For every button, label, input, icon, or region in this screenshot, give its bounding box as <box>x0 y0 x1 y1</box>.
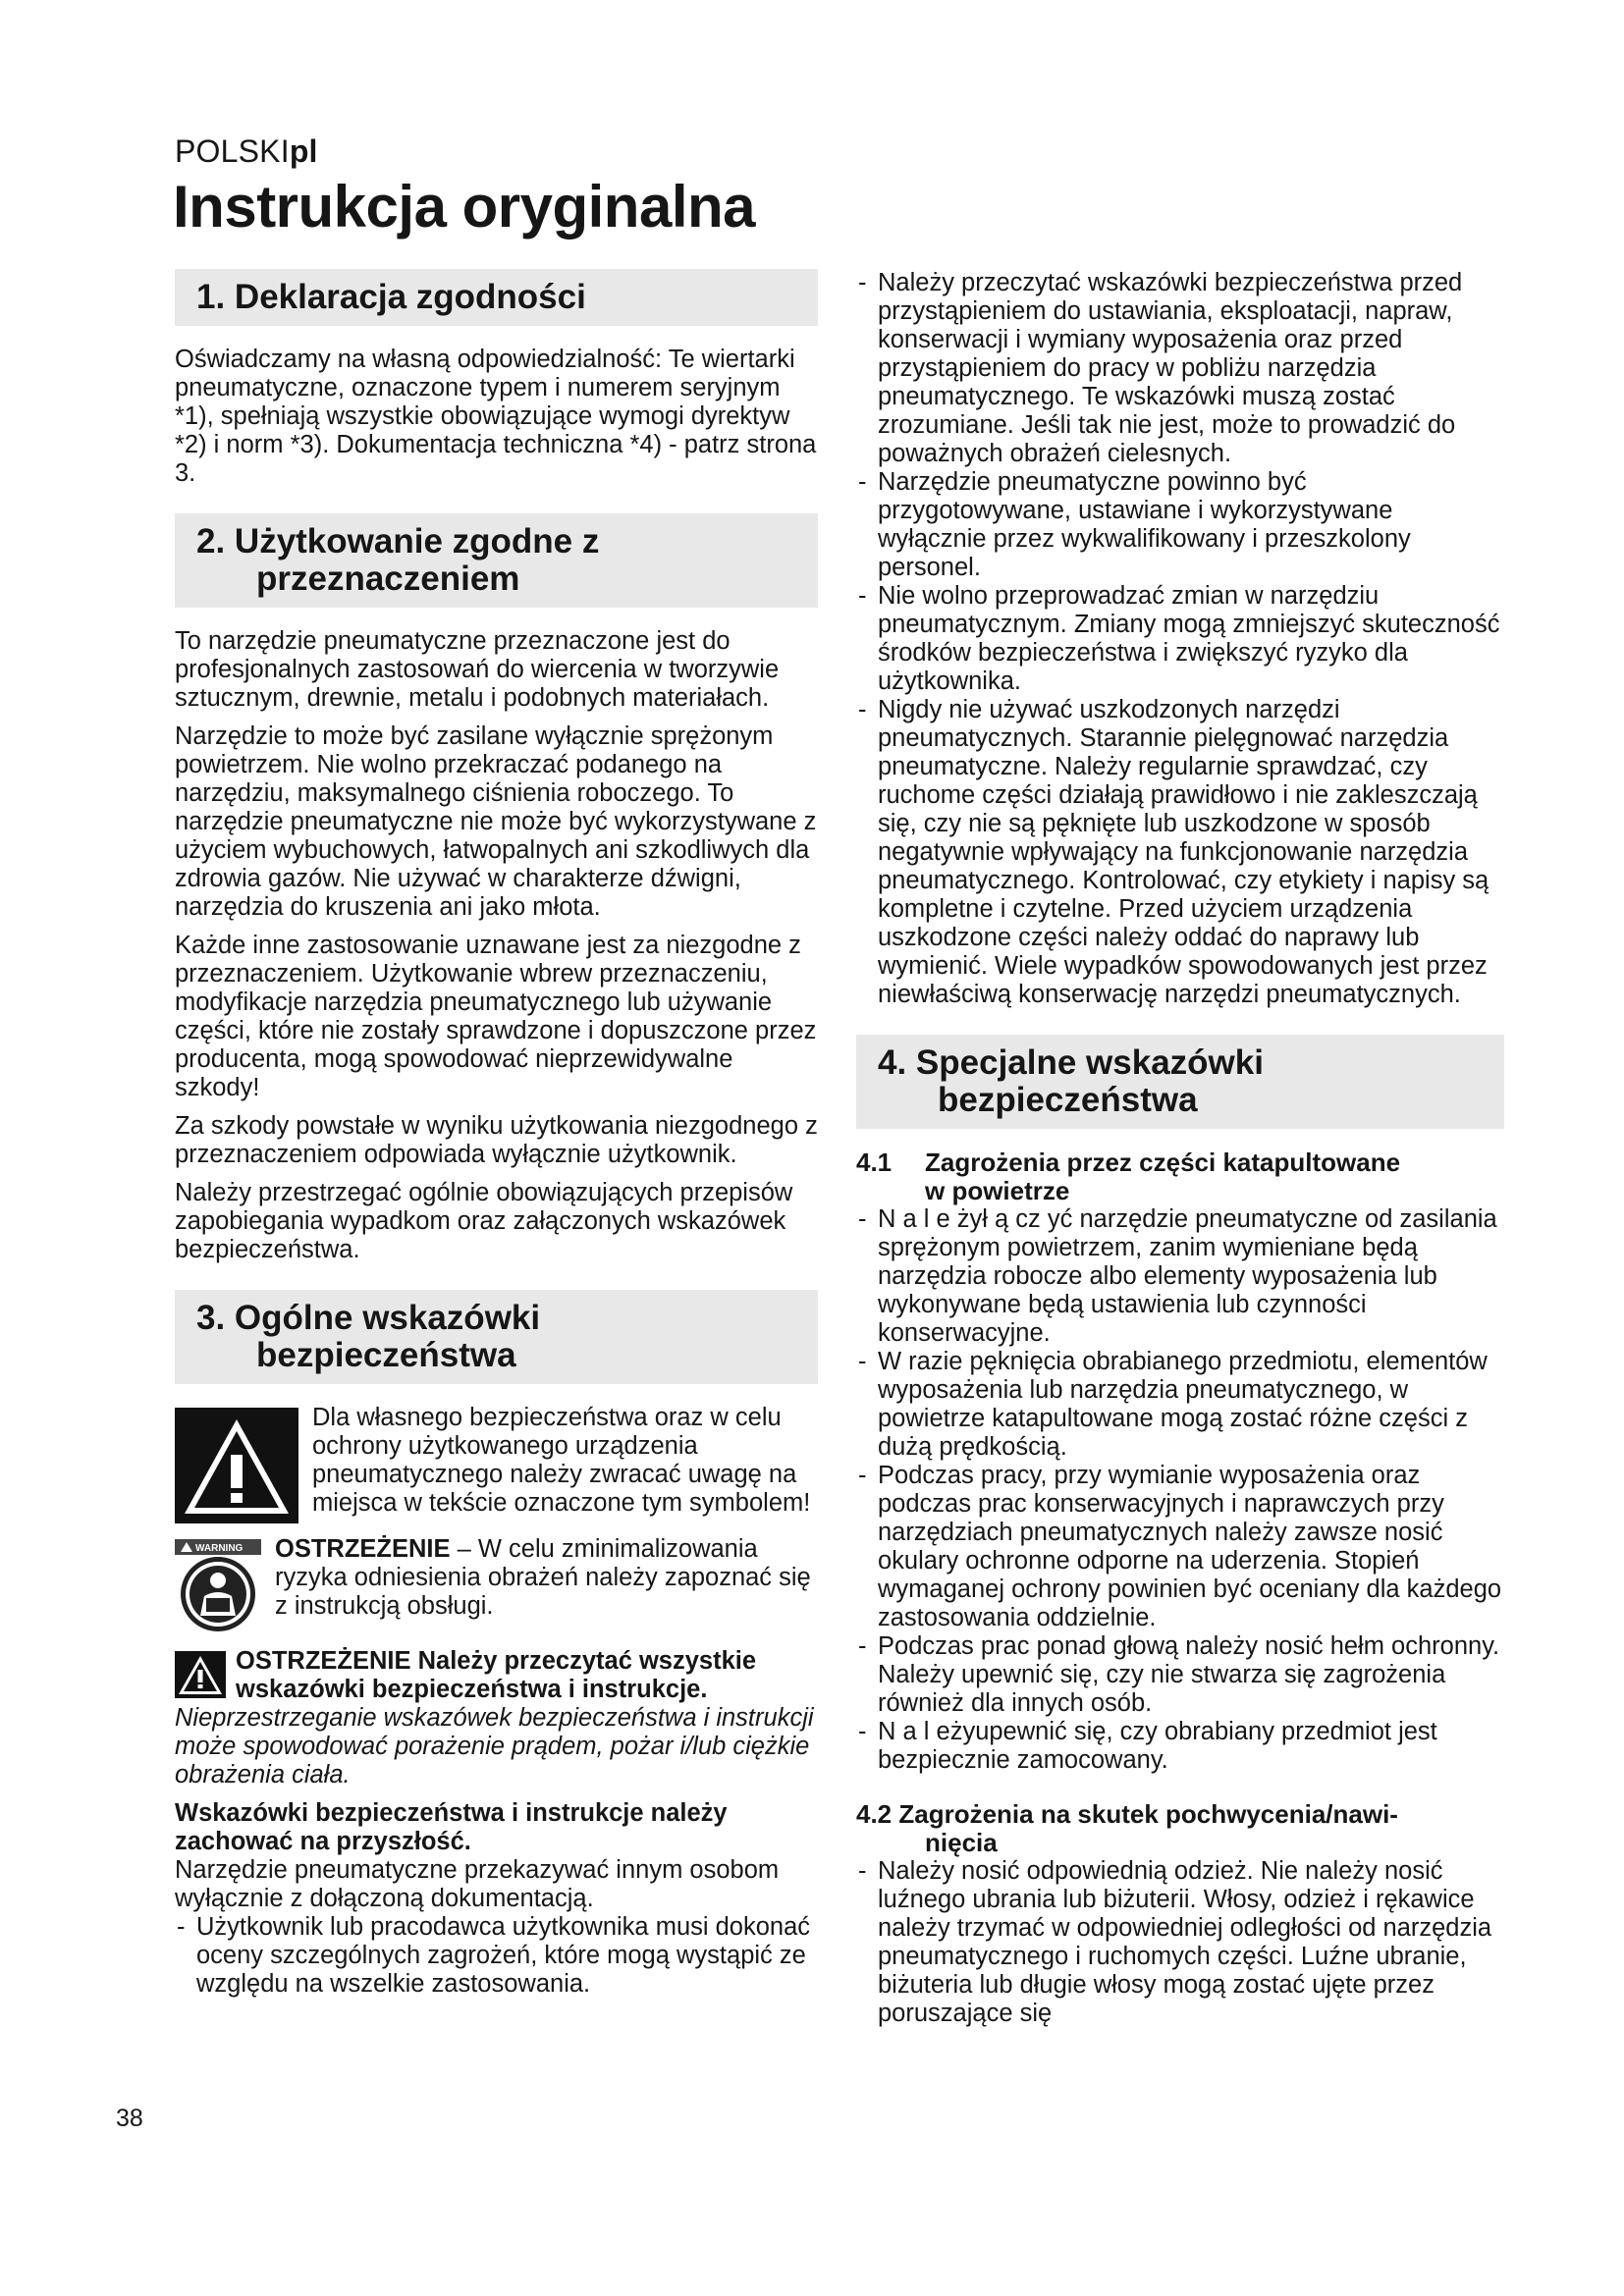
list-item: - Należy przeczytać wskazówki bezpieczeństwa przed przystąpieniem do ustawiania, eksploatacji, napraw, konserwacji i wymiany wyposażenia oraz przed przystąpieniem do pracy w pobliżu narzędzia pneumatycznego. Te wskazówki muszą zostać zrozumiane. Jeśli tak nie jest, może to prowadzić do poważnych obrażeń cielesnych. <box>856 269 1504 468</box>
list-item: - W razie pęknięcia obrabianego przedmiotu, elementów wyposażenia lub narzędzia pneumatycznego, w powietrze katapultowane mogą zostać różne części z dużą prędkością. <box>856 1348 1504 1462</box>
list-item: - N a l e żył ą cz yć narzędzie pneumatyczne od zasilania sprężonym powietrzem, zanim wymieniane będą narzędzia robocze albo elementy wyposażenia lub wykonywane będą ustawienia lub czynności konserwacyjne. <box>856 1205 1504 1348</box>
keep-instructions-note: Wskazówki bezpieczeństwa i instrukcje należy zachować na przyszłość. <box>175 1799 728 1855</box>
warning-read-manual: WARNING OSTRZEŻENIE – W celu zminimalizowania ryzyka odniesienia obrażeń należy zapoznać się z instrukcją obsługi. <box>175 1535 818 1637</box>
section-3-list-left <box>175 1913 818 1999</box>
section-1-paragraph: Oświadczamy na własną odpowiedzialność: Te wiertarki pneumatyczne, oznaczone typem i numerem seryjnym *1), spełniają wszystkie obowiązujące wymogi dyrektyw *2) i norm *3). Dokumentacja techniczna *4) - patrz strona 3. <box>175 346 817 487</box>
list-item: - Nigdy nie używać uszkodzonych narzędzi pneumatycznych. Starannie pielęgnować narzędzia pneumatyczne. Należy regularnie sprawdzać, czy ruchome części działają prawidłowo i nie zakleszczają się, czy nie są pęknięte lub uszkodzone w sposób negatywnie wpływający na funkcjonowanie narzędzia pneumatycznego. Kontrolować, czy etykiety i napisy są kompletne i czytelne. Przed użyciem urządzenia uszkodzone części należy oddać do naprawy lub wymienić. Wiele wypadków spowodowanych jest przez niewłaściwą konserwację narzędzi pneumatycznych. <box>856 696 1504 1009</box>
list-item: - Narzędzie pneumatyczne powinno być przygotowywane, ustawiane i wykorzystywane wyłącznie przez wykwalifikowany i przeszkolony personel. <box>856 468 1504 582</box>
left-column <box>175 269 818 1999</box>
read-manual-warning-icon <box>175 1539 261 1635</box>
subsection-4-1-heading: 4.1 Zagrożenia przez części katapultowane w powietrze <box>856 1148 1401 1205</box>
right-column <box>856 269 1504 2028</box>
warning-triangle-small-icon <box>175 1651 226 1698</box>
section-2-heading: 2. Użytkowanie zgodne z przeznaczeniem <box>175 513 818 608</box>
language-code: pl <box>289 133 318 169</box>
handover-note: Narzędzie pneumatyczne przekazywać innym osobom wyłącznie z dołączoną dokumentacją. <box>175 1856 780 1912</box>
list-item: - Nie wolno przeprowadzać zmian w narzędziu pneumatycznym. Zmiany mogą zmniejszyć skuteczność środków bezpieczeństwa i zwiększyć ryzyko dla użytkownika. <box>856 582 1504 696</box>
section-4-heading: 4. Specjalne wskazówki bezpieczeństwa <box>856 1035 1504 1129</box>
subsection-4-2-heading: 4.2 Zagrożenia na skutek pochwycenia/nawi- nięcia <box>856 1799 1398 1857</box>
section-2-paragraph: To narzędzie pneumatyczne przeznaczone jest do profesjonalnych zastosowań do wiercenia w tworzywie sztucznym, drewnie, metalu i podobnych materiałach. <box>175 627 780 712</box>
section-2-paragraph: Za szkody powstałe w wyniku użytkowania niezgodnego z przeznaczeniem odpowiada wyłącznie użytkownik. <box>175 1112 818 1168</box>
page-number: 38 <box>116 2105 143 2132</box>
section-3-list-right <box>856 269 1504 1009</box>
list-item: - N a l eżyupewnić się, czy obrabiany przedmiot jest bezpiecznie zamocowany. <box>856 1718 1504 1775</box>
safety-symbol-note: Dla własnego bezpieczeństwa oraz w celu ochrony użytkowanego urządzenia pneumatycznego należy zwracać uwagę na miejsca w tekście oznaczone tym symbolem! <box>175 1404 818 1525</box>
warning-label: OSTRZEŻENIE <box>275 1535 451 1563</box>
warning-read-all: OSTRZEŻENIE Należy przeczytać wszystkie wskazówki bezpieczeństwa i instrukcje. Nieprzestrzeganie wskazówek bezpieczeństwa i instrukcji może spowodować porażenie prądem, pożar i/lub ciężkie obrażenia ciała. <box>175 1647 814 1789</box>
list-item: - Podczas pracy, przy wymianie wyposażenia oraz podczas prac konserwacyjnych i naprawczych przy narzędziach pneumatycznych należy zawsze nosić okulary ochronne odporne na uderzenia. Stopień wymaganej ochrony powinien być oceniany dla każdego zastosowania oddzielnie. <box>856 1462 1504 1632</box>
list-item: - Należy nosić odpowiednią odzież. Nie należy nosić luźnego ubrania lub biżuterii. Włosy, odzież i rękawice należy trzymać w odpowiedniej odległości od narzędzia pneumatycznego i ruchomych części. Luźne ubranie, biżuteria lub długie włosy mogą zostać ujęte przez poruszające się <box>856 1857 1504 2028</box>
subsection-4-2-list <box>856 1857 1504 2028</box>
subsection-4-1-list <box>856 1205 1504 1775</box>
section-3-heading: 3. Ogólne wskazówki bezpieczeństwa <box>175 1290 818 1384</box>
language-label: POLSKIpl <box>175 133 318 169</box>
section-1-heading: 1. Deklaracja zgodności <box>175 269 818 326</box>
list-item: - Użytkownik lub pracodawca użytkownika musi dokonać oceny szczególnych zagrożeń, które mogą wystąpić ze względu na wszelkie zastosowania. <box>175 1913 818 1999</box>
section-2-paragraph: Narzędzie to może być zasilane wyłącznie sprężonym powietrzem. Nie wolno przekraczać podanego na narzędziu, maksymalnego ciśnienia roboczego. To narzędzie pneumatyczne nie może być wykorzystywane z użyciem wybuchowych, łatwopalnych ani szkodliwych dla zdrowia gazów. Nie używać w charakterze dźwigni, narzędzia do kruszenia ani jako młota. <box>175 722 817 921</box>
warning-triangle-icon <box>175 1408 298 1523</box>
page-title: Instrukcja oryginalna <box>173 174 756 240</box>
section-2-paragraph: Należy przestrzegać ogólnie obowiązujących przepisów zapobiegania wypadkom oraz załączonych wskazówek bezpieczeństwa. <box>175 1179 793 1263</box>
section-2-paragraph: Każde inne zastosowanie uznawane jest za niezgodne z przeznaczeniem. Użytkowanie wbrew przeznaczeniu, modyfikacje narzędzia pneumatycznego lub używanie części, które nie zostały sprawdzone i dopuszczone przez producenta, mogą spowodować nieprzewidywalne szkody! <box>175 932 817 1101</box>
warning-badge-text: WARNING <box>195 1543 244 1554</box>
list-item: - Podczas prac ponad głową należy nosić hełm ochronny. Należy upewnić się, czy nie stwarza się zagrożenia również dla innych osób. <box>856 1632 1504 1718</box>
